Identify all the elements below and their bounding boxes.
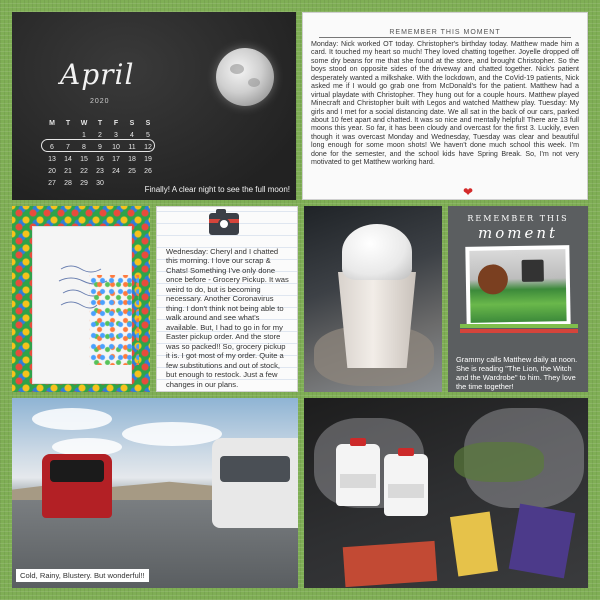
moon-crater bbox=[230, 64, 244, 74]
calendar-weekday-row bbox=[44, 118, 156, 130]
calendar-day: 13 bbox=[48, 156, 56, 163]
calendar-day: 11 bbox=[128, 144, 136, 151]
calendar-grid bbox=[44, 118, 156, 190]
confetti-dots bbox=[89, 275, 139, 365]
calendar-day: 9 bbox=[98, 144, 102, 151]
calendar-day: 6 bbox=[50, 144, 54, 151]
photo-image bbox=[469, 249, 566, 323]
parking-lot-photo bbox=[12, 398, 298, 588]
grocery-pickup-note bbox=[156, 206, 298, 392]
video-call-photo bbox=[465, 245, 570, 327]
calendar-day bbox=[60, 130, 76, 142]
calendar-day: 12 bbox=[144, 144, 152, 151]
calendar-day: 28 bbox=[64, 180, 72, 187]
moon-caption: Finally! A clear night to see the full moon! bbox=[144, 185, 290, 194]
weekday-label: S bbox=[145, 120, 151, 127]
moment-title-script: moment bbox=[477, 224, 559, 242]
calendar-week bbox=[44, 154, 156, 166]
calendar-week bbox=[44, 142, 156, 154]
grocery-box bbox=[343, 541, 438, 587]
calendar-day: 3 bbox=[114, 132, 118, 139]
calendar-day: 4 bbox=[130, 132, 134, 139]
calendar-day: 18 bbox=[128, 156, 136, 163]
car-window bbox=[220, 456, 290, 482]
milk-jug bbox=[384, 454, 428, 516]
calendar-week bbox=[44, 130, 156, 142]
cloud bbox=[32, 408, 112, 430]
weekday-label: W bbox=[80, 120, 88, 127]
calendar-day: 7 bbox=[66, 144, 70, 151]
car-hatch-opening bbox=[50, 460, 104, 482]
calendar-day bbox=[44, 130, 60, 142]
milk-cap bbox=[398, 448, 414, 456]
weekday-label: T bbox=[65, 120, 71, 127]
calendar-day: 8 bbox=[82, 144, 86, 151]
moment-text: Grammy calls Matthew daily at noon. She is reading "The Lion, the Witch and the Wardrobe" to him. They love the time together! bbox=[456, 355, 578, 391]
calendar-week bbox=[44, 178, 156, 190]
calendar-panel bbox=[12, 12, 296, 200]
weekday-label: S bbox=[129, 120, 135, 127]
calendar-day: 5 bbox=[146, 132, 150, 139]
calendar-day: 30 bbox=[96, 180, 104, 187]
calendar-day: 15 bbox=[80, 156, 88, 163]
birthday-card-photo bbox=[12, 206, 150, 392]
calendar-day: 16 bbox=[96, 156, 104, 163]
calendar-day: 29 bbox=[80, 180, 88, 187]
calendar-day: 25 bbox=[128, 168, 136, 175]
calendar-day: 14 bbox=[64, 156, 72, 163]
remember-moment-panel bbox=[448, 206, 588, 392]
handwritten-note bbox=[32, 226, 132, 384]
white-car bbox=[212, 438, 298, 528]
weekday-label: T bbox=[97, 120, 103, 127]
milkshake-photo bbox=[304, 206, 442, 392]
calendar-day: 23 bbox=[96, 168, 104, 175]
car-photo-caption: Cold, Rainy, Blustery. But wonderful!! bbox=[16, 569, 149, 582]
calendar-day: 27 bbox=[48, 180, 56, 187]
full-moon-image bbox=[216, 48, 274, 106]
calendar-month: April bbox=[60, 58, 135, 91]
journal-title: REMEMBER THIS MOMENT bbox=[319, 29, 571, 38]
calendar-day: 17 bbox=[112, 156, 120, 163]
camera-icon bbox=[209, 213, 239, 235]
milkshake-cup bbox=[338, 272, 416, 368]
milk-label bbox=[388, 484, 424, 498]
groceries-photo bbox=[304, 398, 588, 588]
calendar-day: 19 bbox=[144, 156, 152, 163]
heart-icon: ❤ bbox=[463, 185, 474, 199]
red-ribbon bbox=[460, 329, 578, 333]
grocery-box bbox=[450, 512, 498, 577]
milk-cap bbox=[350, 438, 366, 446]
child-head bbox=[478, 264, 509, 295]
calendar-day: 20 bbox=[48, 168, 56, 175]
produce bbox=[454, 442, 544, 482]
calendar-day: 1 bbox=[82, 132, 86, 139]
calendar-week bbox=[44, 166, 156, 178]
calendar-day: 24 bbox=[112, 168, 120, 175]
camera-shutter bbox=[216, 209, 226, 214]
calendar-day: 10 bbox=[112, 144, 120, 151]
milk-jug bbox=[336, 444, 380, 506]
tablet-screen bbox=[522, 260, 544, 282]
moment-title-top: REMEMBER THIS bbox=[467, 214, 569, 223]
calendar-day: 2 bbox=[98, 132, 102, 139]
weekday-label: F bbox=[113, 120, 119, 127]
weekday-label: M bbox=[49, 120, 55, 127]
calendar-year: 2020 bbox=[90, 98, 110, 105]
calendar-day: 26 bbox=[144, 168, 152, 175]
camera-lens bbox=[218, 218, 230, 230]
milkshake-lid bbox=[342, 224, 412, 280]
red-car bbox=[42, 454, 112, 518]
cloud bbox=[122, 422, 222, 446]
journal-text: Monday: Nick worked OT today. Christopher's birthday today. Matthew made him a card. It touched my heart so much! They loved chatting together. Joyelle dropped off some dry beans for me that she found at the store, and brought Christopher. So the boys stood on opposite sides of the driveway and chatted together. Nick's patient desperately wanted a milkshake. With the lockdown, and the CoVid-19 patients, Nick asked me if I would go grab one from McDonald's for the patient. Matthew had a virtual playdate with Christopher. They hung out for a couple hours. Matthew played Minecraft and Christopher built with Legos and watched Matthew play. Tuesday: My girls and I met for a social distancing date. We all sat in the back of our cars, parked about 10 feet apart and chatted. It was so nice and mentally helpful! There are 13 full moons this year. So far, it has been cloudy and overcast for the first 3. Luckily, even though it was overcast Monday and Wednesday, Tuesday was clear and beautiful long enough for some moon shots! We haven't done much school this week. I'm done for the semester, and the school kids have Spring Break. So, I'm not very motivated to get Matthew working hard. bbox=[311, 40, 579, 167]
moon-crater bbox=[248, 78, 260, 87]
calendar-day: 22 bbox=[80, 168, 88, 175]
journal-panel bbox=[302, 12, 588, 200]
note-text: Wednesday: Cheryl and I chatted this morning. I love our scrap & Chats! Something I've only done once before - Grocery Pickup. It was weird to do, but is becoming necessary. Another Coronavirus thing. I don't think not being able to walk around and see what's available. But, I had to go in for my Easter pickup order. And the store was so packed!! So, grocery pickup it is. I got most of my order. Quite a few substitutions and out of stock, but enough to restock. Just a few changes in our plans. bbox=[166, 247, 289, 389]
milk-label bbox=[340, 474, 376, 488]
calendar-day: 21 bbox=[64, 168, 72, 175]
grocery-box bbox=[509, 504, 576, 579]
green-ribbon bbox=[460, 324, 578, 328]
